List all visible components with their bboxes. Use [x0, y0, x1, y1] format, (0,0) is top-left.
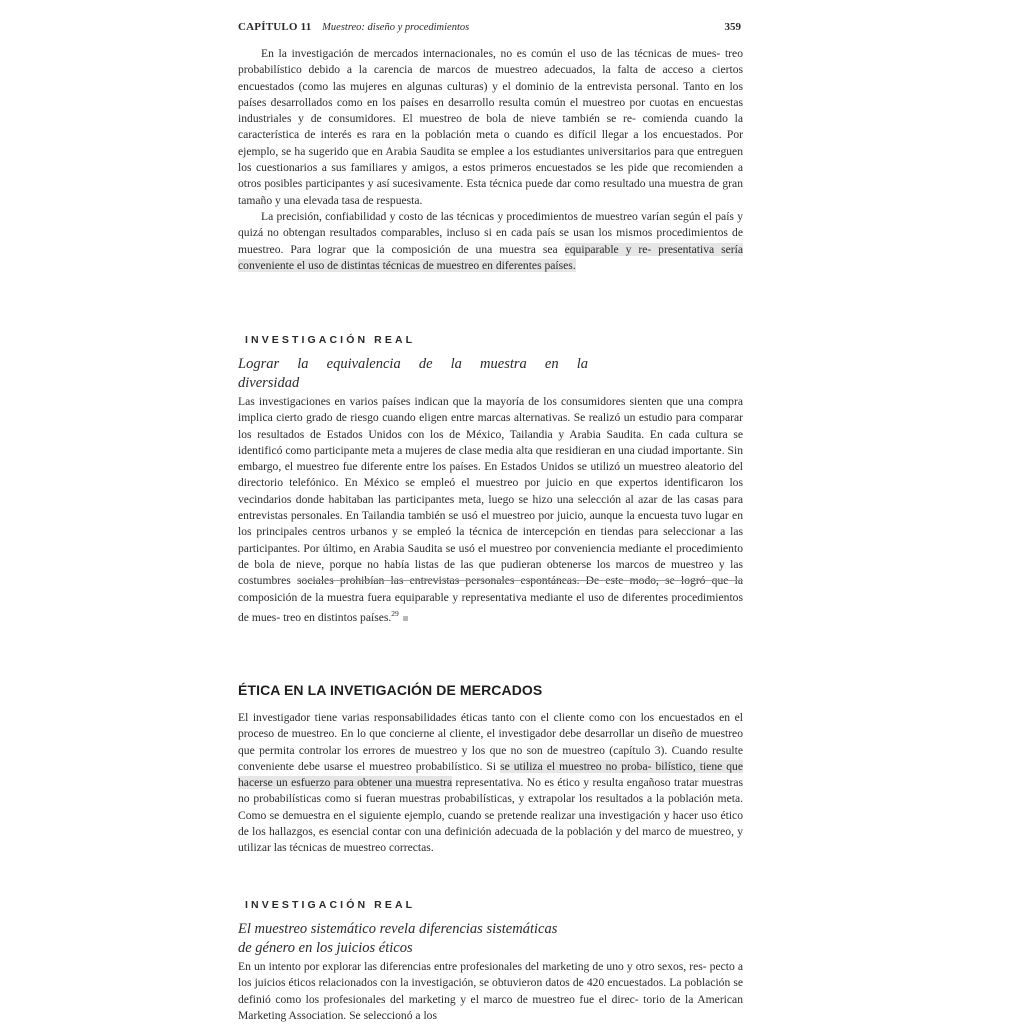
- highlighted-text: equiparable y re- presentativa sería conveniente el uso de distintas técnicas de muestreo en diferentes países.: [238, 242, 743, 272]
- section-heading: ÉTICA EN LA INVETIGACIÓN DE MERCADOS: [238, 682, 543, 698]
- section-body-end: representativa. No es ético y resulta engañoso tratar muestras no probabilísticas como si fueran muestras probabilísticas, y extrapolar los resultados a la población meta. Como se demuestra en el siguiente ejemplo, cuando se pretende realizar una investigación y hacer uso ético de los hallazgos, es esencial contar con una definición adecuada de la población y del marco de muestreo, y utilizar las técnicas de muestreo correctas.: [238, 776, 744, 855]
- intro-paragraph-2-text: La precisión, confiabilidad y costo de las técnicas y procedimientos de muestreo varían según el país y quizá no obtengan resultados comparables, incluso si en cada país se usan los mismos procedimientos de muestreo. Para lograr que la composición de una muestra sea: [238, 209, 743, 256]
- highlighted-text: se utiliza el muestreo no proba- bilístico, tiene que hacerse un esfuerzo para obtener una muestra: [238, 759, 744, 790]
- chapter-label: CAPÍTULO 11: [238, 21, 312, 33]
- case-title: Lograr la equivalencia de la muestra en la diversidad: [238, 356, 588, 391]
- case-body-text: Las investigaciones en varios países indican que la mayoría de los consumidores sienten que una compra implica cierto grado de riesgo cuando eligen entre marcas alternativas. Se realizó un estudio para comparar los resultados de Estados Unidos con los de México, Tailandia y Arabia Saudita. En cada cultura se identificó como participante meta a mujeres de clase media alta que residieran en una ciudad importante. Sin embargo, el muestreo fue diferente entre los países. En Estados Unidos se utilizó un muestreo aleatorio del directorio telefónico. En México se empleó el muestreo por juicio en que expertos identificaron los vecindarios donde habitaban las participantes meta, luego se hizo una selección al azar de las casas para entrevistas personales. En Tailandia también se usó el muestreo por juicio, aunque la encuesta tuvo lugar en los principales centros urbanos y se empleó la técnica de intercepción en tiendas para seleccionar a las participantes. Por último, en Arabia Saudita se usó el muestreo por conveniencia mediante el procedimiento de bola de nieve, porque no había listas de las que pudieran obtenerse los marcos de muestreo y las costumbres: [238, 395, 743, 588]
- case-label: INVESTIGACIÓN REAL: [245, 334, 416, 346]
- running-head: [238, 21, 743, 35]
- case-title-line-1: El muestreo sistemático revela diferencias sistemáticas: [238, 921, 558, 937]
- ethics-section: [238, 682, 743, 857]
- section-body-text: El investigador tiene varias responsabilidades éticas tanto con el cliente como con los encuestados en el proceso de muestreo. En lo que concierne al cliente, el investigador debe desarrollar un diseño de muestreo que permita controlar los errores de muestreo y los que no son de muestreo (capítulo 3). Cuando resulte conveniente debe usarse el muestreo probabilístico. Si: [238, 711, 743, 773]
- case-study-1: [238, 334, 743, 626]
- page-number: 359: [724, 21, 741, 33]
- chapter-title: Muestreo: diseño y procedimientos: [322, 22, 470, 33]
- case-body: En un intento por explorar las diferencias entre profesionales del marketing de uno y otro sexos, res- pecto a los juicios éticos relacionados con la investigación, se obtuvieron datos de 420 encuestados. La población se definió como los profesionales del marketing y el marco de muestreo fue el direc- torio de la American Marketing Association. Se seleccionó a los: [238, 960, 743, 1022]
- case-study-2: [238, 899, 743, 1024]
- case-body-end: composición de la muestra fuera equiparable y representativa mediante el uso de diferentes procedimientos de mues- treo en distintos países.: [238, 590, 743, 624]
- intro-paragraph-1: En la investigación de mercados internacionales, no es común el uso de las técnicas de mues- treo probabilístico debido a la carencia de marcos de muestreo adecuados, la falta de acceso a ciertos encuestados (como las mujeres en algunas culturas) y el dominio de la entrevista personal. Tanto en los países desarrollados como en los países en desarrollo resulta común el muestreo por cuotas en encuestas industriales y de consumidores. El muestreo de bola de nieve también se re- comienda cuando la característica de interés es rara en la población meta o cuando es difícil llegar a los encuestados. Por ejemplo, se ha sugerido que en Arabia Saudita se emplee a los estudiantes universitarios para que entreguen los cuestionarios a sus familiares y amigos, a estos primeros encuestados se les pide que recomienden a otros posibles participantes y así sucesivamente. Esta técnica puede dar como resultado una muestra de gran tamaño y una elevada tasa de respuesta.: [238, 47, 743, 207]
- intro-section: [238, 46, 743, 274]
- case-label: INVESTIGACIÓN REAL: [245, 899, 416, 911]
- end-square-icon: [403, 616, 408, 621]
- section-body: [238, 710, 743, 857]
- struck-text: sociales prohibían las entrevistas personales espontáneas. De este modo, se logró que la: [297, 574, 743, 588]
- intro-paragraph-2: [238, 209, 743, 274]
- footnote-ref: 29: [391, 608, 399, 618]
- case-title-line-2: de género en los juicios éticos: [238, 939, 413, 956]
- case-body: [238, 394, 743, 626]
